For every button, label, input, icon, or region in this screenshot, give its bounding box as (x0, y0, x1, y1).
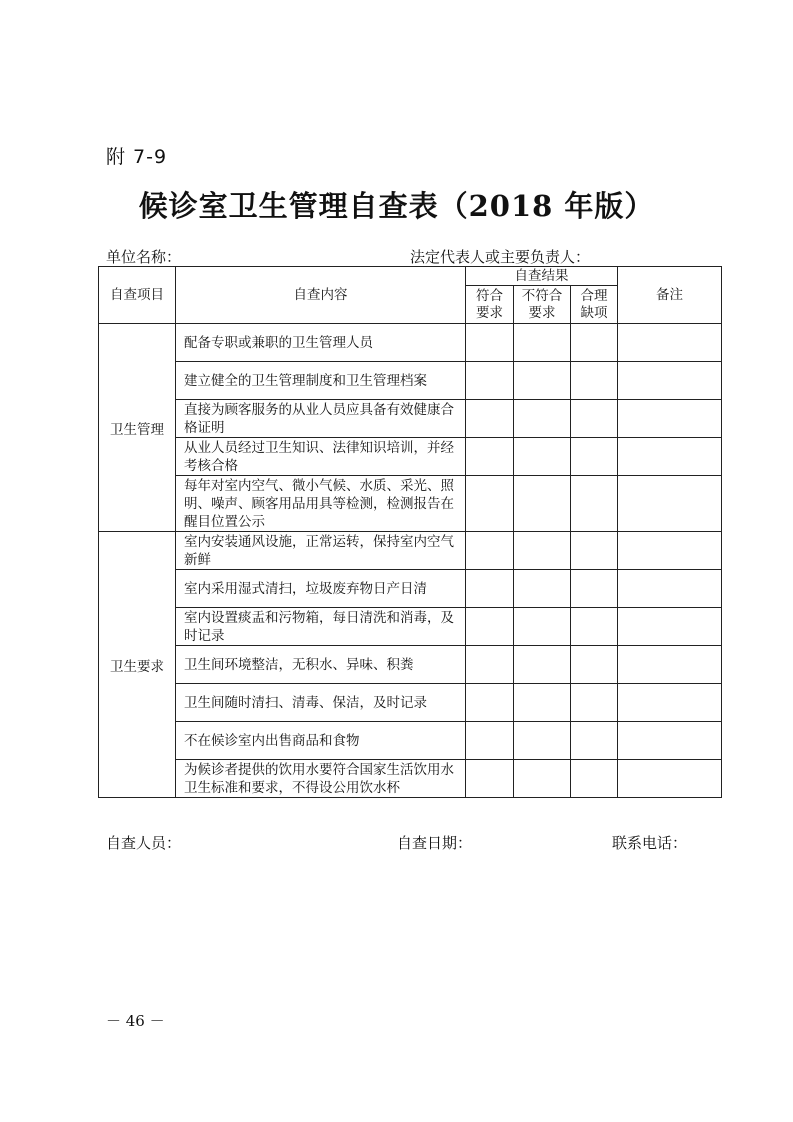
remarks-cell[interactable] (618, 438, 722, 476)
check-compliant[interactable] (466, 608, 514, 646)
row-content: 建立健全的卫生管理制度和卫生管理档案 (176, 362, 466, 400)
row-content: 不在候诊室内出售商品和食物 (176, 722, 466, 760)
table-row (99, 646, 722, 684)
remarks-cell[interactable] (618, 722, 722, 760)
table-row (99, 684, 722, 722)
row-content: 卫生间随时清扫、清毒、保洁，及时记录 (176, 684, 466, 722)
check-reasonable-missing[interactable] (571, 532, 618, 570)
table-row (99, 608, 722, 646)
header-compliant: 符合 要求 (466, 286, 514, 324)
appendix-label: 附 7-9 (106, 146, 168, 168)
check-non-compliant[interactable] (514, 362, 571, 400)
check-reasonable-missing[interactable] (571, 400, 618, 438)
check-compliant[interactable] (466, 570, 514, 608)
check-non-compliant[interactable] (514, 324, 571, 362)
check-compliant[interactable] (466, 532, 514, 570)
check-non-compliant[interactable] (514, 476, 571, 532)
row-content: 为候诊者提供的饮用水要符合国家生活饮用水卫生标准和要求，不得设公用饮水杯 (176, 760, 466, 798)
table-row (99, 324, 722, 362)
check-non-compliant[interactable] (514, 570, 571, 608)
remarks-cell[interactable] (618, 532, 722, 570)
header-content: 自查内容 (176, 267, 466, 324)
table-row (99, 400, 722, 438)
check-compliant[interactable] (466, 476, 514, 532)
check-reasonable-missing[interactable] (571, 760, 618, 798)
header-item: 自查项目 (99, 267, 176, 324)
check-compliant[interactable] (466, 760, 514, 798)
table-row (99, 362, 722, 400)
check-non-compliant[interactable] (514, 684, 571, 722)
category-hygiene-management: 卫生管理 (99, 324, 176, 532)
check-compliant[interactable] (466, 324, 514, 362)
header-result-group: 自查结果 (466, 267, 618, 286)
table-row (99, 722, 722, 760)
check-compliant[interactable] (466, 400, 514, 438)
check-compliant[interactable] (466, 438, 514, 476)
check-non-compliant[interactable] (514, 760, 571, 798)
check-non-compliant[interactable] (514, 400, 571, 438)
table-row (99, 438, 722, 476)
row-content: 室内采用湿式清扫，垃圾废弃物日产日清 (176, 570, 466, 608)
table-row (99, 760, 722, 798)
self-check-table (98, 266, 722, 798)
inspector-label: 自查人员： (106, 834, 182, 852)
check-reasonable-missing[interactable] (571, 722, 618, 760)
page-number: － 46 － (106, 1012, 165, 1030)
check-non-compliant[interactable] (514, 722, 571, 760)
check-reasonable-missing[interactable] (571, 324, 618, 362)
remarks-cell[interactable] (618, 476, 722, 532)
row-content: 卫生间环境整洁，无积水、异味、积粪 (176, 646, 466, 684)
phone-label: 联系电话： (612, 834, 688, 852)
remarks-cell[interactable] (618, 362, 722, 400)
row-content: 室内设置痰盂和污物箱，每日清洗和消毒，及时记录 (176, 608, 466, 646)
table-row (99, 476, 722, 532)
unit-name-label: 单位名称： (106, 248, 182, 266)
check-compliant[interactable] (466, 722, 514, 760)
category-hygiene-requirements: 卫生要求 (99, 532, 176, 798)
table-row (99, 570, 722, 608)
row-content: 配备专职或兼职的卫生管理人员 (176, 324, 466, 362)
remarks-cell[interactable] (618, 400, 722, 438)
page-title: 候诊室卫生管理自查表（2018 年版） (138, 189, 655, 223)
check-reasonable-missing[interactable] (571, 646, 618, 684)
check-non-compliant[interactable] (514, 532, 571, 570)
row-content: 直接为顾客服务的从业人员应具备有效健康合格证明 (176, 400, 466, 438)
remarks-cell[interactable] (618, 646, 722, 684)
check-non-compliant[interactable] (514, 608, 571, 646)
header-reasonable-missing: 合理 缺项 (571, 286, 618, 324)
header-remarks: 备注 (618, 267, 722, 324)
check-non-compliant[interactable] (514, 438, 571, 476)
legal-rep-label: 法定代表人或主要负责人： (410, 248, 591, 266)
check-reasonable-missing[interactable] (571, 476, 618, 532)
check-reasonable-missing[interactable] (571, 608, 618, 646)
remarks-cell[interactable] (618, 684, 722, 722)
date-label: 自查日期： (397, 834, 473, 852)
remarks-cell[interactable] (618, 570, 722, 608)
row-content: 室内安装通风设施，正常运转，保持室内空气新鲜 (176, 532, 466, 570)
remarks-cell[interactable] (618, 608, 722, 646)
check-compliant[interactable] (466, 362, 514, 400)
row-content: 从业人员经过卫生知识、法律知识培训，并经考核合格 (176, 438, 466, 476)
remarks-cell[interactable] (618, 760, 722, 798)
row-content: 每年对室内空气、微小气候、水质、采光、照明、噪声、顾客用品用具等检测，检测报告在醒目位置公示 (176, 476, 466, 532)
check-compliant[interactable] (466, 684, 514, 722)
remarks-cell[interactable] (618, 324, 722, 362)
header-non-compliant: 不符合 要求 (514, 286, 571, 324)
check-reasonable-missing[interactable] (571, 438, 618, 476)
check-reasonable-missing[interactable] (571, 362, 618, 400)
check-compliant[interactable] (466, 646, 514, 684)
check-reasonable-missing[interactable] (571, 570, 618, 608)
table-row (99, 532, 722, 570)
check-non-compliant[interactable] (514, 646, 571, 684)
check-reasonable-missing[interactable] (571, 684, 618, 722)
